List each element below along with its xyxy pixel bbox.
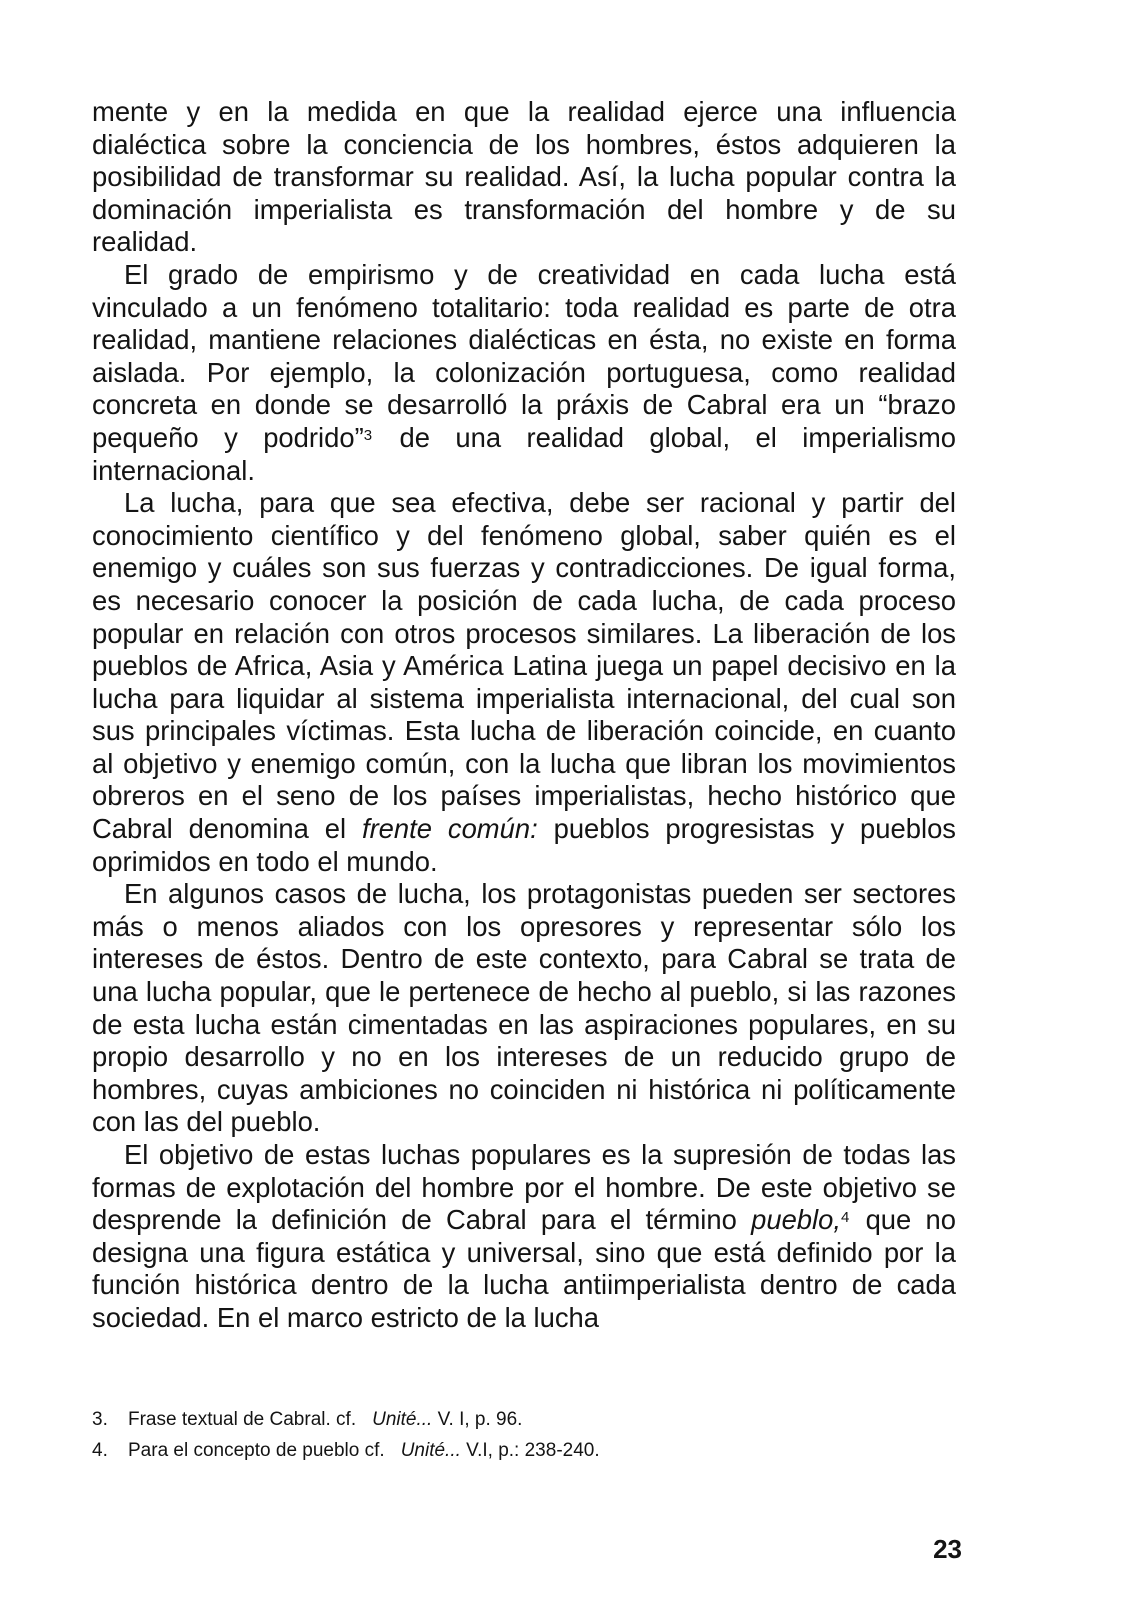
footnote-number: 3. xyxy=(92,1409,108,1430)
footnote xyxy=(92,1404,956,1435)
paragraph xyxy=(92,96,956,259)
text-segment: que no designa una figura estática y universal, sino que está definido por la función histórica dentro de la lucha antiimperialista dentro de cada sociedad. En el marco estricto de la lucha xyxy=(92,1204,956,1333)
footnote xyxy=(92,1435,956,1466)
paragraph xyxy=(92,487,956,878)
footnotes xyxy=(92,1404,956,1466)
footnote-text: Frase textual de Cabral. cf. xyxy=(128,1409,357,1430)
footnote-reference: 4 xyxy=(840,1209,850,1227)
page-body xyxy=(92,96,956,1335)
italic-term: pueblo, xyxy=(751,1204,841,1236)
text-segment: La lucha, para que sea efectiva, debe ser racional y partir del conocimiento científico y del fenómeno global, saber quién es el enemigo y cuáles son sus fuerzas y contradicciones. De igual forma, es necesario conocer la posición de cada lucha, de cada proceso popular en relación con otros procesos similares. La liberación de los pueblos de Africa, Asia y América Latina juega un papel decisivo en la lucha para liquidar al sistema imperialista internacional, del cual son sus principales víctimas. Esta lucha de liberación coincide, en cuanto al objetivo y enemigo común, con la lucha que libran los movimientos obreros en el seno de los países imperialistas, hecho histórico que Cabral denomina el xyxy=(92,487,956,845)
paragraph xyxy=(92,878,956,1139)
footnote-locator: V. I, p. 96. xyxy=(432,1409,523,1430)
italic-term: frente común: xyxy=(361,813,538,845)
text-segment: pueblos progresistas y pueblos oprimidos en todo el mundo. xyxy=(92,813,956,877)
paragraph xyxy=(92,259,956,487)
footnote-reference: 3 xyxy=(363,426,373,444)
text-segment: El objetivo de estas luchas populares es la supresión de todas las formas de explotación del hombre por el hombre. De este objetivo se desprende la definición de Cabral para el término xyxy=(92,1139,956,1236)
footnote-number: 4. xyxy=(92,1440,108,1461)
footnote-text: Para el concepto de pueblo cf. xyxy=(128,1440,385,1461)
footnote-source: Unité... xyxy=(400,1440,461,1461)
footnote-locator: V.I, p.: 238-240. xyxy=(460,1440,600,1461)
footnote-source: Unité... xyxy=(372,1409,433,1430)
text-segment: En algunos casos de lucha, los protagonistas pueden ser sectores más o menos aliados con los opresores y representar sólo los intereses de éstos. Dentro de este contexto, para Cabral se trata de una lucha popular, que le pertenece de hecho al pueblo, si las razones de esta lucha están cimentadas en las aspiraciones populares, en su propio desarrollo y no en los intereses de un reducido grupo de hombres, cuyas ambiciones no coinciden ni histórica ni políticamente con las del pueblo. xyxy=(92,878,956,1138)
page-number: 23 xyxy=(933,1534,962,1564)
text-segment: mente y en la medida en que la realidad ejerce una influencia dialéctica sobre la conciencia de los hombres, éstos adquieren la posibilidad de transformar su realidad. Así, la lucha popular contra la dominación imperialista es transformación del hombre y de su realidad. xyxy=(92,96,956,258)
text-segment: de una realidad global, el imperialismo internacional. xyxy=(92,421,956,486)
text-segment: El grado de empirismo y de creatividad en cada lucha está vinculado a un fenómeno totalitario: toda realidad es parte de otra realidad, mantiene relaciones dialécticas en ésta, no existe en forma aislada. Por ejemplo, la colonización portuguesa, como realidad concreta en donde se desarrolló la práxis de Cabral era un “brazo pequeño y podrido” xyxy=(92,258,956,453)
paragraph xyxy=(92,1139,956,1335)
body-text xyxy=(92,96,956,1335)
